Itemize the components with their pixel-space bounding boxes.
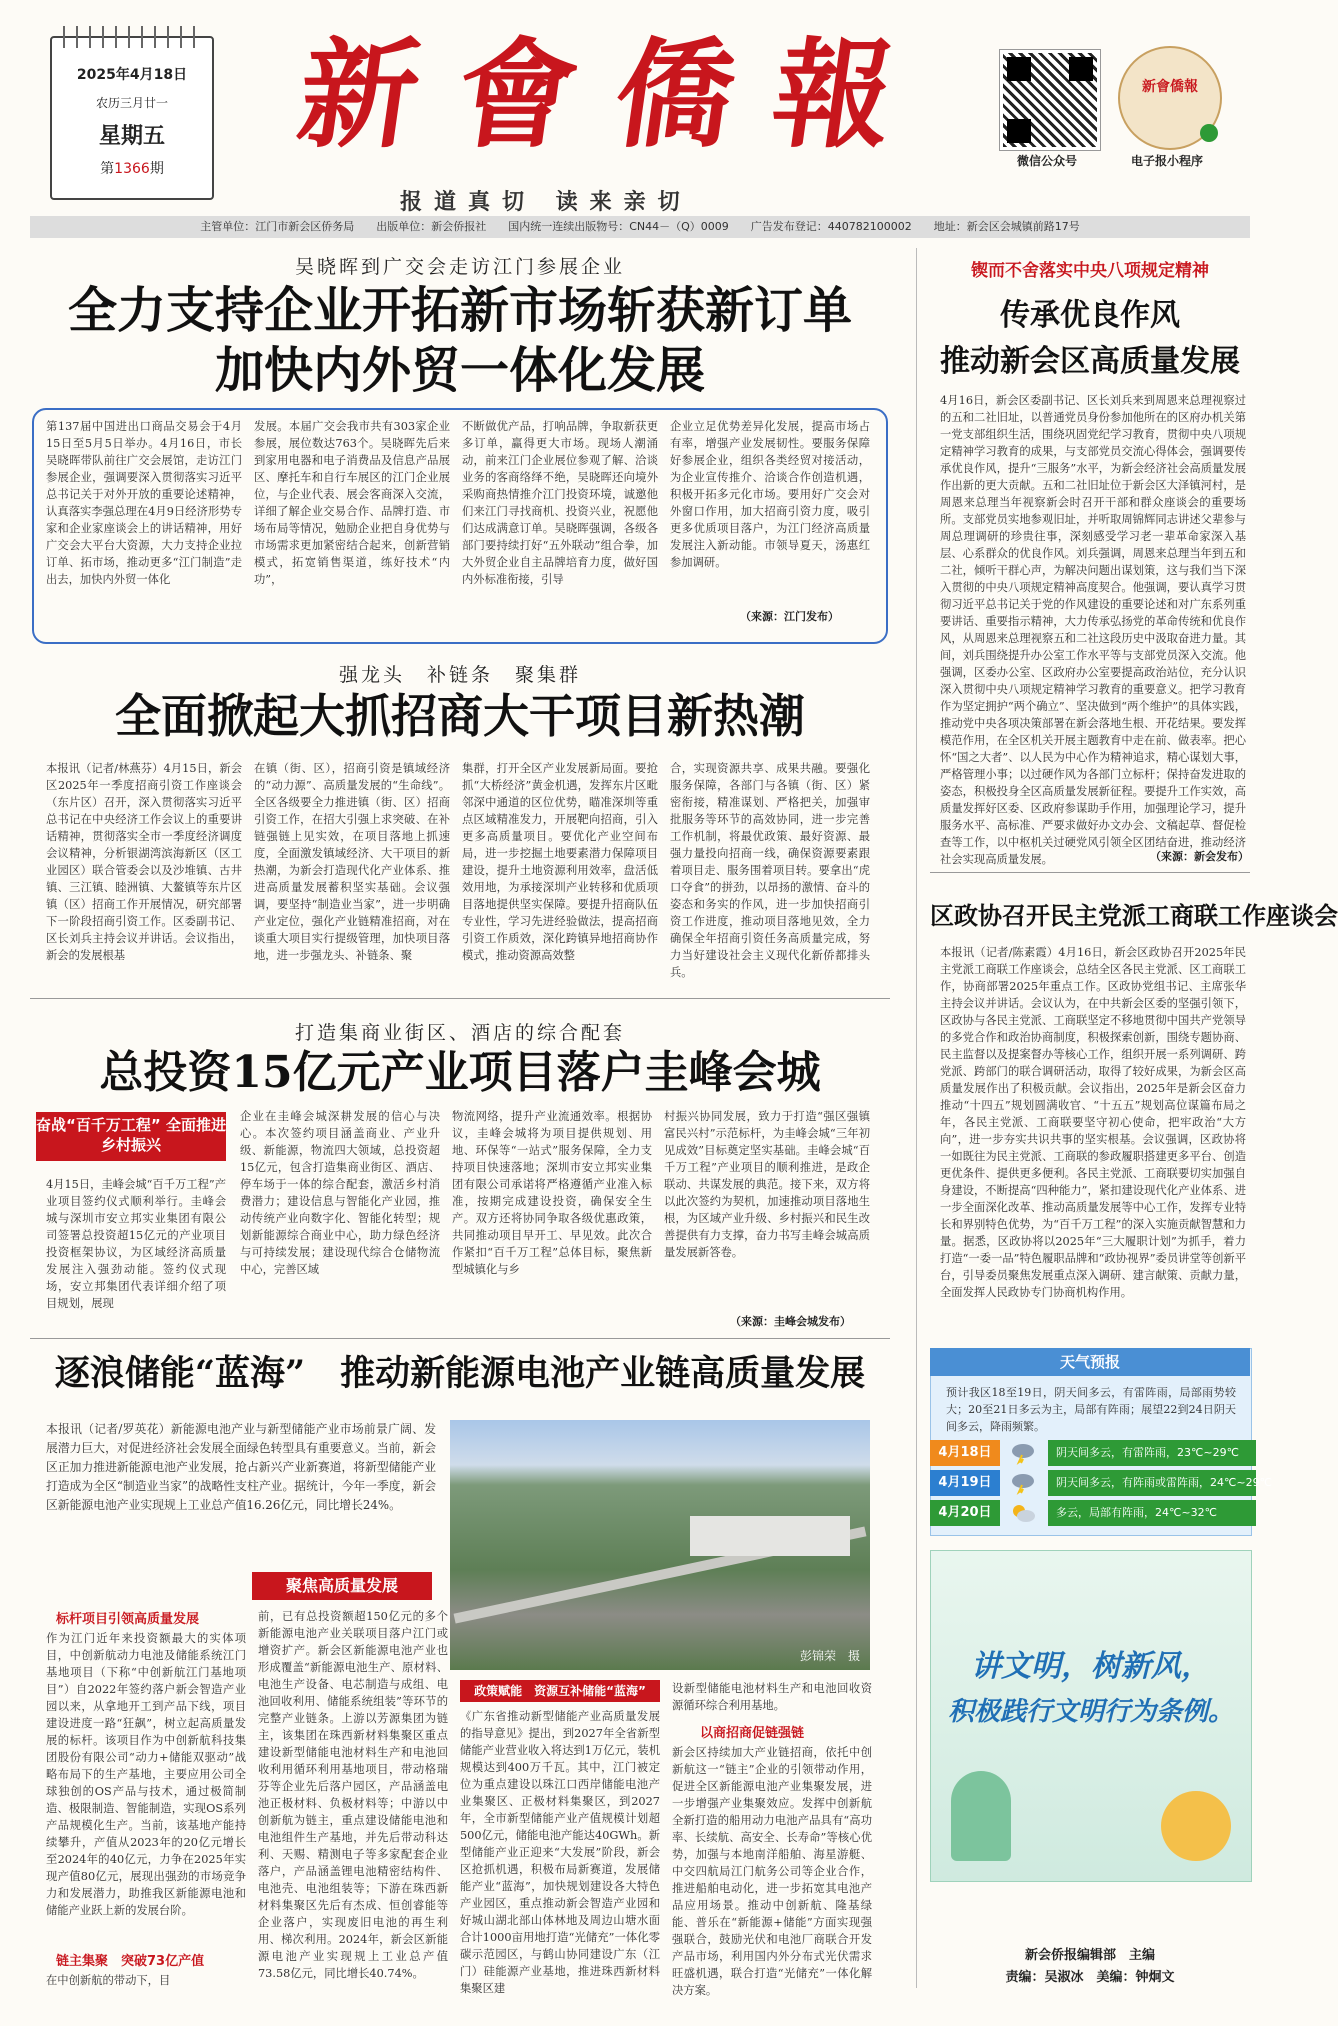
- story3-kicker: 打造集商业街区、酒店的综合配套: [294, 1022, 625, 1044]
- divider: [930, 872, 1250, 873]
- story1-col3: 不断做优产品，打响品牌，争取新获更多订单，赢得更大市场。现场人潮涌动，前来江门企业展位参观了解、洽谈业务的客商络绎不绝，吴晓晖还向境外采购商热情推介江门投资环境，诚邀他们来江门寻找商机、投资兴业，祝愿他们达成满意订单。吴晓晖强调，各级各部门要持续打好“五外联动”组合拳，加大外贸企业自主品牌培育力度，做好国内外标准衔接，引导: [462, 420, 658, 586]
- weather-desc: 多云，局部有阵雨，24℃~32℃: [1048, 1500, 1256, 1526]
- story2-col4: 合，实现资源共享、成果共融。要强化服务保障，各部门与各镇（街、区）紧密衔接，精准谋划、严格把关，加强审批服务等环节的高效协同，进一步完善工作机制，将最优政策、最好资源、最强力量投向招商一线，确保资源要素跟着项目走、服务围着项目转。要拿出“虎口夺食”的拼劲，以昂扬的激情、奋斗的姿态和务实的作风，进一步加快招商引资工作进度，推动项目落地见效，全力确保全年招商引资任务高质量完成，努力当好建设社会主义现代化新侨都排头兵。: [670, 762, 870, 979]
- credits-line1: 新会侨报编辑部 主编: [1024, 1948, 1155, 1963]
- story3-col4: 村振兴协同发展，致力于打造“强区强镇富民兴村”示范标杆，为圭峰会城“三年初见成效”目标奠定坚实基础。圭峰会城“百千万工程”产业项目的顺利推进，是政企联动、共谋发展的典范。接下来，双方将以此次签约为契机，加速推动项目落地生根，为区域产业升级、乡村振兴和民生改善提供有力支撑，奋力书写圭峰会城高质量发展新答卷。: [664, 1110, 870, 1259]
- side2-body: 本报讯（记者/陈素霞）4月16日，新会区政协召开2025年民主党派工商联工作座谈会，总结全区各民主党派、区工商联工作，协商部署2025年重点工作。区政协党组书记、主席张华主持会议并讲话。会议认为，在中共新会区委的坚强引领下，区政协与各民主党派、工商联坚定不移地贯彻中国共产党领导的多党合作和政治协商制度，积极探索创新，围绕专题协商、民主监督以及提案督办等核心工作，组织开展一系列调研、跨党派、跨部门的联合调研活动，取得了较好成果，为新会区高质量发展作出了积极贡献。会议指出，2025年是新会区奋力推动“十四五”规划圆满收官、“十五五”规划高位谋篇布局之年，各民主党派、工商联要坚守初心使命，把牢政治“大方向”，进一步夯实共识共事的坚实根基。会议强调，区政协将一如既往为民主党派、工商联的参政履职搭建更多平台、创造更优条件、提供更多便利。各民主党派、工商联要切实加强自身建设，不断提高“四种能力”，紧扣建设现代化产业体系、进一步全面深化改革、推动高质量发展等中心工作，发挥专业特长和界别特色优势，为“百千万工程”的深入实施贡献智慧和力量。据悉，区政协将以2025年“三大履职计划”为抓手，着力打造“一委一品”特色履职品牌和“政协视界”委员讲堂等创新平台，引导委员聚焦发展重点深入调研、建言献策、贡献力量，全面发挥人民政协专门协商机构作用。: [940, 946, 1246, 1299]
- credits-line2: 责编：吴淑冰 美编：钟炯文: [1005, 1970, 1175, 1985]
- photo-credit: 彭锦荣 摄: [799, 1649, 860, 1663]
- story1-col2: 发展。本届广交会我市共有303家企业参展，展位数达763个。吴晓晖先后来到家用电器和电子消费品及信息产品展区、摩托车和自行车展区的江门企业展位，与企业代表、展会客商深入交流，详细了解企业交易合作、品牌打造、市场布局等情况，勉励企业把自身优势与市场需求更加紧密结合起来，创新营销模式，拓宽销售渠道，练好技术“内功”，: [254, 420, 450, 586]
- calendar-rings: [58, 26, 206, 48]
- qr1-label: 微信公众号: [1016, 154, 1077, 168]
- partly-cloudy-icon: [1010, 1503, 1036, 1523]
- story4-photo-banner: 政策赋能 资源互补储能“蓝海”: [460, 1680, 660, 1702]
- date-text: 2025年4月18日: [76, 67, 188, 83]
- story1-source: （来源：江门发布）: [740, 610, 839, 623]
- mini-program-code-icon: [1118, 46, 1222, 150]
- side1-source: （来源：新会发布）: [1150, 850, 1249, 863]
- side2-title: 区政协召开民主党派工商联工作座谈会: [930, 901, 1338, 930]
- story2-col2: 在镇（街、区），招商引资是镇域经济的“动力源”、高质量发展的“生命线”。全区各级要全力推进镇（街、区）招商引资工作，在招大引强上求突破、在补链强链上见实效，在项目落地上抓速度，全面激发镇域经济、大干项目的新热潮，为新会打造现代化产业体系、推进高质量发展蓄积坚实基础。会议强调，要坚持“制造业当家”，进一步明确产业定位，强化产业链精准招商，对在谈重大项目实行提级管理，加快项目落地，进一步强龙头、补链条、聚: [254, 762, 450, 962]
- story4-sub2: 链主集聚 突破73亿产值: [56, 1954, 205, 1969]
- issue-no: 1366: [114, 161, 150, 177]
- thunderstorm-icon: [1010, 1473, 1036, 1493]
- lunar-date: 农历三月廿一: [95, 96, 168, 110]
- weather-day-row: [930, 1470, 1272, 1496]
- story1-col1: 第137届中国进出口商品交易会于4月15日至5月5日举办。4月16日，市长吴晓晖带队前往广交会展馆，走访江门参展企业，强调要深入贯彻落实习近平总书记关于对外开放的重要论述精神，认真落实李强总理在4月9日经济形势专家和企业家座谈会上的讲话精神，用好广交会大平台大资源，大力支持企业拉订单、拓市场，推动更多“江门制造”走出去，加快内外贸一体化: [46, 420, 242, 586]
- weather-day-row: [930, 1500, 1250, 1526]
- mini-program-logo: 新會僑報: [1142, 79, 1198, 95]
- story2-col3: 集群，打开全区产业发展新局面。要抢抓“大桥经济”黄金机遇，发挥东片区毗邻深中通道的区位优势，瞄准深圳等重点区域精准发力，开展靶向招商，引入更多高质量项目。要优化产业空间布局，进一步挖掘土地要素潜力保障项目建设，提升土地资源利用效率，盘活低效用地，为承接深圳产业转移和优质项目落地提供坚实保障。要提升招商队伍专业性，学习先进经验做法，提高招商引资工作质效，深化跨镇异地招商协作模式，推动资源高效整: [462, 762, 658, 962]
- weekday: 星期五: [98, 124, 165, 149]
- weather-title: 天气预报: [930, 1348, 1250, 1376]
- divider: [30, 998, 890, 999]
- slogan: 报道真切 读来亲切: [400, 190, 692, 215]
- story4-sub3: 以商招商促链强链: [700, 1726, 805, 1741]
- qr2-label: 电子报小程序: [1130, 154, 1203, 168]
- civility-promo-panel: [930, 1550, 1252, 1882]
- story2-col1: 本报讯（记者/林燕芬）4月15日，新会区2025年一季度招商引资工作座谈会（东片区）召开，深入贯彻落实习近平总书记在中央经济工作会议上的重要讲话精神，贯彻落实全市一季度经济调度会议精神，分析银湖湾滨海新区（区工业园区）联合管委会以及沙堆镇、古井镇、三江镇、睦洲镇、大鳌镇等东片区镇（区）招商工作开展情况，研究部署下一阶段招商引资工作。区委副书记、区长刘兵主持会议并讲话。会议指出，新会的发展根基: [46, 762, 242, 962]
- newspaper-flag: [290, 20, 1020, 170]
- date-calendar-box: [50, 36, 214, 200]
- story4-colC: 《广东省推动新型储能产业高质量发展的指导意见》提出，到2027年全省新型储能产业营业收入将达到1万亿元，装机规模达到400万千瓦。其中，江门被定位为重点建设以珠江口西岸储能电池产业集聚区、正极材料集聚区，到2027年，全市新型储能产业产值规模计划超500亿元，储能电池产能达40GWh。新型储能产业正迎来“大发展”阶段，新会区抢抓机遇，积极布局新赛道，发展储能产业“蓝海”，加快规划建设各大特色产业园区，重点推动新会智造产业园和好城山湖北部山体林地及周边山塘水面合计1000亩用地打造“光储充”一体化零碳示范园区，与鹤山协同建设广东（江门）硅能源产业基地，推进珠西新材料集聚区建: [460, 1710, 660, 1995]
- story3-rural-banner: 奋战“百千万工程” 全面推进乡村振兴: [36, 1112, 226, 1161]
- story4-colD: 设新型储能电池材料生产和电池回收资源循环综合利用基地。: [672, 1682, 872, 1712]
- weather-date: 4月18日: [930, 1440, 1000, 1466]
- promo-sun-icon: [1161, 1791, 1231, 1861]
- weather-date: 4月20日: [930, 1500, 1000, 1526]
- promo-line1: 讲文明，树新风，: [971, 1649, 1211, 1684]
- story1-title-line1: 全力支持企业开拓新市场斩获新订单: [67, 281, 852, 339]
- story4-title: 逐浪储能“蓝海” 推动新能源电池产业链高质量发展: [54, 1353, 866, 1394]
- publication-info-bar: 主管单位：江门市新会区侨务局 出版单位：新会侨报社 国内统一连续出版物号：CN44－（Q）0009 广告发布登记：440782100002 地址：新会区会城镇前路17号: [30, 216, 1250, 238]
- side1-body: 4月16日，新会区委副书记、区长刘兵来到周恩来总理视察过的五和二社旧址，以普通党员身份参加他所在的区府办机关第一党支部组织生活，围绕巩固党纪学习教育，贯彻中央八项规定精神学习教育的成果，与支部党员交流心得体会，强调要传承优良作风，提升“三服务”水平，为新会经济社会高质量发展作出新的更大贡献。五和二社旧址位于新会区大泽镇河村，是周恩来总理当年视察新会时召开干部和群众座谈会的重要场所。支部党员实地参观旧址，并听取周锦辉同志讲述父辈参与周总理调研的珍贵往事，深刻感受学习老一辈革命家深入基层、心系群众的优良作风。刘兵强调，周恩来总理当年到五和二社，倾听干群心声，为解决问题出谋划策，这与我们当下深入贯彻的中央八项规定精神高度契合。他强调，要认真学习贯彻习近平总书记关于党的作风建设的重要论述和对广东系列重要讲话、重要指示精神，大力传承弘扬党的革命传统和优良作风，从周恩来总理视察五和二社这段历史中汲取奋进力量。其间，刘兵围绕提升办公室工作水平等与支部党员深入交流。他强调，区委办公室、区政府办公室要提高政治站位，充分认识深入贯彻中央八项规定精神学习教育的重要意义。把学习教育作为坚定拥护“两个确立”、坚决做到“两个维护”的具体实践，推动党中央各项决策部署在新会落地生根、开花结果。要发挥模范作用，在全区机关开展主题教育中走在前、做表率。把心怀“国之大者”、以人民为中心作为精神追求，精心谋划大事，严格管理小事；以过硬作风为各部门立标杆；保持奋发进取的姿态，积极投身全区高质量发展新征程。要提升工作实效，高质量发挥好区委、区政府参谋助手作用，加强理论学习，提升服务水平、高标准、严要求做好办文办会、文稿起草、督促检查等工作，以中枢机关过硬党风引领全区团结奋进，推动经济社会实现高质量发展。: [940, 394, 1246, 866]
- weather-summary: 预计我区18至19日，阴天间多云，有雷阵雨，局部雨势较大；20至21日多云为主，局部有阵雨；展望22到24日阴天间多云，降雨频繁。: [946, 1386, 1236, 1433]
- industrial-park-aerial-photo: [450, 1420, 870, 1670]
- story3-title: 总投资15亿元产业项目落户圭峰会城: [99, 1047, 821, 1098]
- column-divider: [916, 248, 917, 1988]
- side1-title-line2: 推动新会区高质量发展: [940, 344, 1240, 379]
- promo-figure-icon: [951, 1771, 1011, 1861]
- story4-banner: 聚焦高质量发展: [252, 1572, 432, 1600]
- issue-number: [52, 158, 212, 178]
- story4-colD2: 新会区持续加大产业链招商，依托中创新航这一“链主”企业的引领带动作用，促进全区新能源电池产业集聚发展，进一步增强产业集聚效应。发挥中创新航全新打造的船用动力电池产品具有“高功率、长续航、高安全、长寿命”等核心优势，加强与本地南洋船舶、海星游艇、中交四航局江门航务公司等企业合作，推进船舶电动化，进一步拓宽其电池产品应用场景。推动中创新航、隆基绿能、普乐在“新能源+储能”方面实现强强联合，鼓励光伏和电池厂商联合开发产品市场，利用国内外分布式光伏需求旺盛机遇，联合打造“光储充”一体化解决方案。: [672, 1746, 872, 1997]
- mini-program-badge-icon: [1200, 124, 1218, 142]
- story3-col3: 物流网络，提升产业流通效率。根据协议，圭峰会城将为项目提供规划、用地、环保等“一站式”服务保障，全力支持项目快速落地；深圳市安立邦实业集团有限公司承诺将严格遵循产业准入标准，按期完成建设投资，确保安全生产。双方还将协同争取各级优惠政策，共同推动项目早开工、早见效。此次合作紧扣“百千万工程”总体目标，聚焦新型城镇化与乡: [452, 1110, 652, 1276]
- story3-source: （来源：圭峰会城发布）: [730, 1315, 851, 1328]
- side1-title-line1: 传承优良作风: [1000, 298, 1180, 333]
- weather-desc: 阴天间多云，有阵雨或雷阵雨，24℃~29℃: [1048, 1470, 1256, 1496]
- weather-desc: 阴天间多云，有雷阵雨，23℃~29℃: [1048, 1440, 1256, 1466]
- story2-kicker: 强龙头 补链条 聚集群: [338, 664, 581, 686]
- promo-line2: 积极践行文明行为条例。: [947, 1697, 1234, 1727]
- story1-col4: 企业立足优势差异化发展，提高市场占有率，增强产业发展韧性。要服务保障好参展企业，组织各类经贸对接活动，为企业宣传推介、洽谈合作创造机遇，积极开拓多元化市场。要用好广交会对外窗口作用，加大招商引资力度，吸引更多优质项目落户，为江门经济高质量发展注入新动能。市领导夏天，汤惠红参加调研。: [670, 420, 870, 569]
- story2-title: 全面掀起大抓招商大干项目新热潮: [115, 689, 805, 743]
- thunderstorm-icon: [1010, 1443, 1036, 1463]
- weather-date: 4月19日: [930, 1470, 1000, 1496]
- story3-col2: 企业在圭峰会城深耕发展的信心与决心。本次签约项目涵盖商业、产业升级、新能源，物流四大领域，总投资超15亿元，包含打造集商业街区、酒店、停车场于一体的综合配套，激活乡村消费潜力；建设信息与智能化产业园，推动传统产业向数字化、智能化转型；规划新能源综合商业中心，助力绿色经济与可持续发展；建设现代综合仓储物流中心，完善区域: [240, 1110, 440, 1276]
- story3-col1: 4月15日，圭峰会城“百千万工程”产业项目签约仪式顺利举行。圭峰会城与深圳市安立邦实业集团有限公司签署总投资超15亿元的产业项目投资框架协议，为区域经济高质量发展注入强劲动能。签约仪式现场，安立邦集团代表详细介绍了项目规划，展现: [46, 1178, 226, 1310]
- story4-colA2: 在中创新航的带动下，目: [46, 1974, 171, 1987]
- issue-suffix: 期: [149, 161, 164, 177]
- photo-buildings: [690, 1516, 850, 1556]
- story4-colA: 作为江门近年来投资额最大的实体项目，中创新航动力电池及储能系统江门基地项目（下称“中创新航江门基地项目”）自2022年签约落户新会智造产业园以来，从拿地开工到产品下线，项目建设进度一路“狂飙”，树立起高质量发展的标杆。该项目作为中创新航科技集团股份有限公司“动力+储能双驱动”战略布局下的生产基地，主要应用公司全球独创的OS产品与技术，通过极简制造、极限制造、智能制造，实现OS系列产品规模化生产。当前，该基地产能持续攀升，产值从2023年的20亿元增长至2024年的40亿元，力争在2025年实现产值80亿元，展现出强劲的市场竞争力和发展潜力，助推我区新能源电池和储能产业跃上新的发展台阶。: [46, 1632, 246, 1917]
- story4-lead: 本报讯（记者/罗英花）新能源电池产业与新型储能产业市场前景广阔、发展潜力巨大，对促进经济社会发展全面绿色转型具有重要意义。当前，新会区正加力推进新能源电池产业发展，抢占新兴产业新赛道，将新型储能产业打造成为全区“制造业当家”的战略性支柱产业。据统计，今年一季度，新会区新能源电池产业实现规上工业总产值16.26亿元，同比增长24%。: [46, 1422, 436, 1512]
- story1-kicker: 吴晓晖到广交会走访江门参展企业: [294, 256, 625, 278]
- issue-prefix: 第: [100, 161, 115, 177]
- divider: [30, 1338, 890, 1339]
- side1-kicker: 锲而不舍落实中央八项规定精神: [971, 261, 1209, 281]
- story4-colB: 前，已有总投资额超150亿元的多个新能源电池产业关联项目落户江门或增资扩产。新会区新能源电池产业也形成覆盖“新能源电池生产、原材料、电池生产设备、电芯制造与成组、电池回收利用、储能系统组装”等环节的完整产业链条。上游以芳源集团为链主，该集团在珠西新材料集聚区重点建设新型储能电池材料生产和电池回收利用循环利用基地项目，带动格瑞芬等企业先后落户园区，产品涵盖电池正极材料、负极材料等；中游以中创新航为链主，重点建设储能电池和电池组件生产基地，并先后带动科达利、天赐、精测电子等多家配套企业落户，产品涵盖锂电池精密结构件、电池壳、电池组装等；下游在珠西新材料集聚区先后有杰成、恒创睿能等企业落户，实现废旧电池的再生利用、梯次利用。2024年，新会区新能源电池产业实现规上工业总产值73.58亿元，同比增长40.74%。: [258, 1610, 448, 1980]
- story4-sub1: 标杆项目引领高质量发展: [56, 1612, 200, 1627]
- flag-text: 新會僑報: [290, 25, 942, 164]
- wechat-qr-code-icon: [1000, 50, 1100, 150]
- weather-day-row: [930, 1440, 1250, 1466]
- story1-title-line2: 加快内外贸一体化发展: [214, 341, 705, 399]
